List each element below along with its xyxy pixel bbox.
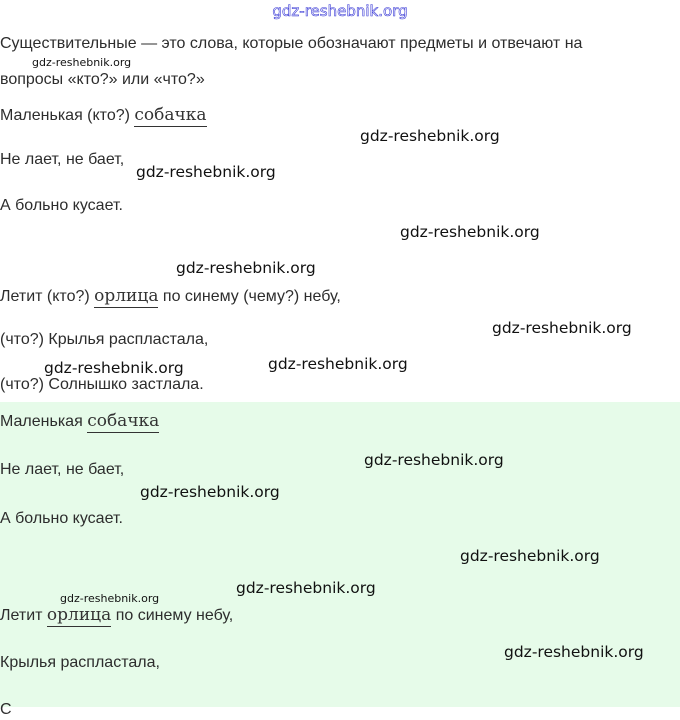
task-line-4-pre: Летит (кто?) bbox=[0, 288, 90, 305]
answer-line-4-post: по синему небу, bbox=[115, 607, 234, 624]
rule-line-1: Существительные — это слова, которые обозначают предметы и отвечают на bbox=[0, 35, 583, 52]
watermark: gdz-reshebnik.org bbox=[140, 483, 280, 501]
answer-handwritten-word-orlitsa: орлица bbox=[46, 605, 112, 625]
answer-line-2: Не лает, не бает, bbox=[0, 461, 125, 478]
watermark: gdz-reshebnik.org bbox=[44, 359, 184, 377]
watermark: gdz-reshebnik.org bbox=[504, 643, 644, 661]
answer-line-6: С bbox=[0, 701, 12, 718]
answer-line-1 bbox=[0, 411, 159, 432]
watermark: gdz-reshebnik.org bbox=[268, 355, 408, 373]
watermark: gdz-reshebnik.org bbox=[360, 127, 500, 145]
task-handwritten-word-orlitsa: орлица bbox=[94, 286, 159, 306]
task-line-2: Не лает, не бает, bbox=[0, 151, 125, 168]
task-line-4 bbox=[0, 286, 341, 307]
answer-handwritten-word-sobachka: собачка bbox=[87, 411, 160, 431]
watermark: gdz-reshebnik.org bbox=[236, 579, 376, 597]
task-line-1-text: Маленькая (кто?) bbox=[0, 107, 130, 124]
watermark: gdz-reshebnik.org bbox=[400, 223, 540, 241]
watermark: gdz-reshebnik.org bbox=[32, 56, 132, 69]
rule-line-2: вопросы «кто?» или «что?» bbox=[0, 71, 205, 88]
site-header-watermark[interactable]: gdz-reshebnik.org bbox=[272, 2, 408, 20]
answer-line-1-text: Маленькая bbox=[0, 413, 83, 430]
watermark: gdz-reshebnik.org bbox=[176, 259, 316, 277]
task-line-6: (что?) Солнышко застлала. bbox=[0, 376, 204, 393]
watermark: gdz-reshebnik.org bbox=[460, 547, 600, 565]
task-line-5: (что?) Крылья распластала, bbox=[0, 331, 209, 348]
watermark: gdz-reshebnik.org bbox=[136, 163, 276, 181]
task-line-1 bbox=[0, 105, 207, 126]
watermark: gdz-reshebnik.org bbox=[492, 319, 632, 337]
answer-line-3: А больно кусает. bbox=[0, 510, 123, 527]
task-line-4-post: по синему (чему?) небу, bbox=[162, 288, 341, 305]
task-handwritten-word-sobachka: собачка bbox=[134, 105, 207, 125]
answer-line-4-pre: Летит bbox=[0, 607, 43, 624]
watermark: gdz-reshebnik.org bbox=[364, 451, 504, 469]
answer-line-4 bbox=[0, 605, 233, 626]
watermark: gdz-reshebnik.org bbox=[60, 592, 160, 605]
answer-line-5: Крылья распластала, bbox=[0, 654, 160, 671]
task-line-3: А больно кусает. bbox=[0, 197, 123, 214]
